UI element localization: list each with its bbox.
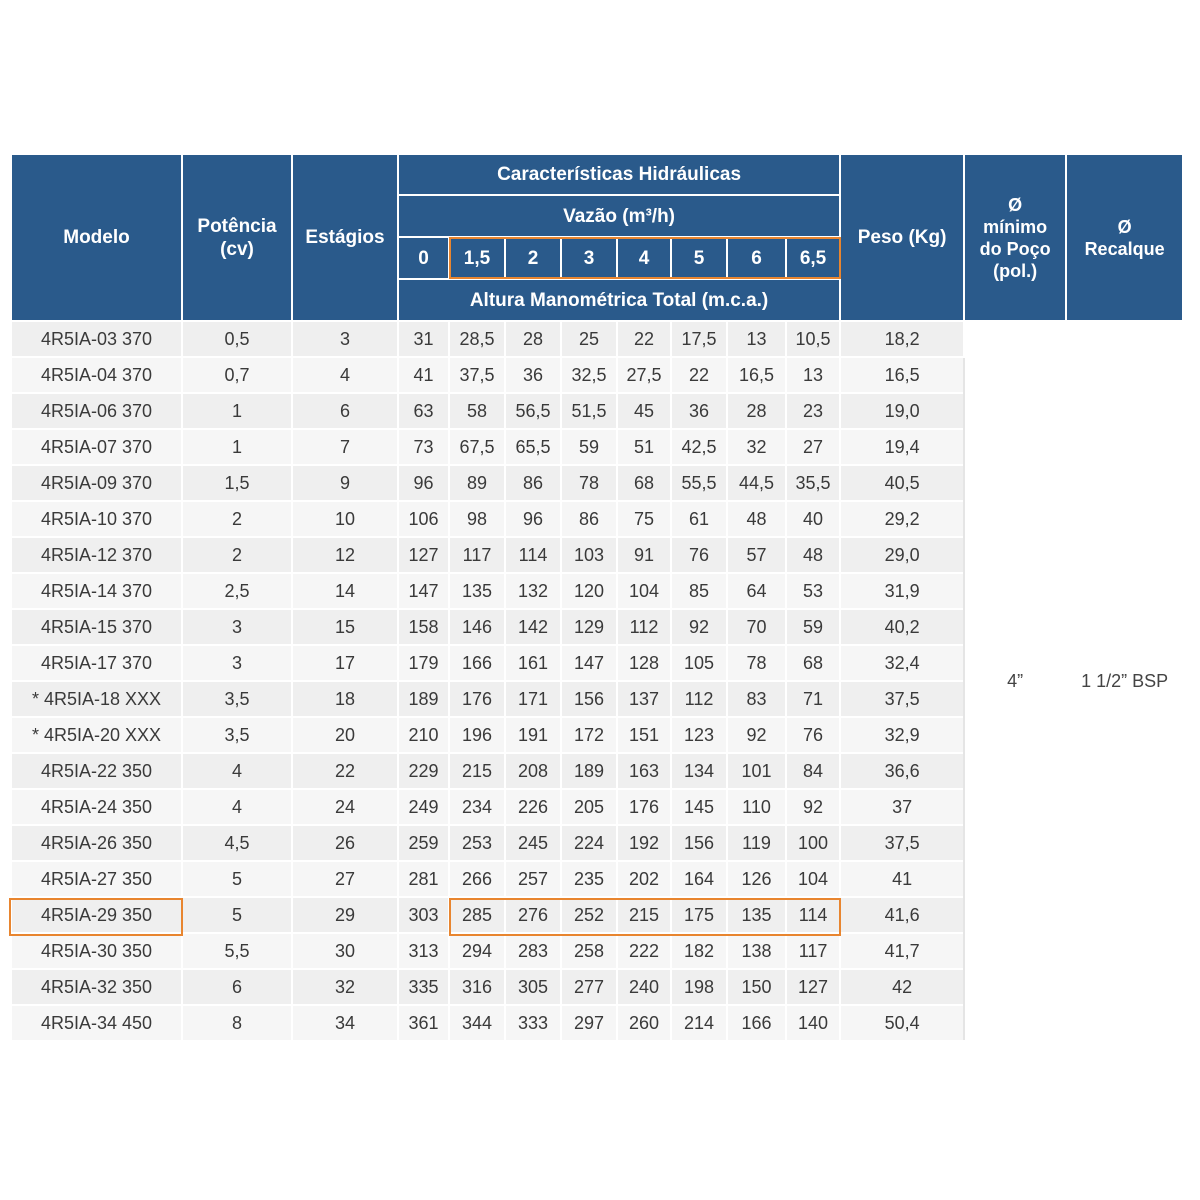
peso-cell: 37,5 (840, 681, 964, 717)
altura-cell: 156 (671, 825, 727, 861)
altura-cell: 37,5 (449, 357, 505, 393)
altura-cell: 85 (671, 573, 727, 609)
model-cell: 4R5IA-03 370 (11, 321, 182, 357)
table-row (11, 321, 1183, 357)
peso-cell: 29,0 (840, 537, 964, 573)
altura-cell: 235 (561, 861, 617, 897)
estagios-cell: 22 (292, 753, 398, 789)
potencia-cell: 4 (182, 753, 292, 789)
altura-cell: 76 (671, 537, 727, 573)
altura-cell: 76 (786, 717, 840, 753)
altura-cell: 128 (617, 645, 671, 681)
altura-cell: 277 (561, 969, 617, 1005)
peso-cell: 41,6 (840, 897, 964, 933)
altura-cell: 147 (398, 573, 449, 609)
altura-cell: 27 (786, 429, 840, 465)
model-cell: 4R5IA-12 370 (11, 537, 182, 573)
peso-cell: 31,9 (840, 573, 964, 609)
peso-cell: 18,2 (840, 321, 964, 357)
altura-cell: 276 (505, 897, 561, 933)
altura-cell: 142 (505, 609, 561, 645)
diameter-symbol: Ø (1008, 194, 1023, 215)
altura-cell: 27,5 (617, 357, 671, 393)
altura-cell: 335 (398, 969, 449, 1005)
model-cell: 4R5IA-32 350 (11, 969, 182, 1005)
altura-cell: 10,5 (786, 321, 840, 357)
altura-cell: 163 (617, 753, 671, 789)
poco-value: 4” (964, 321, 1066, 1041)
altura-cell: 285 (449, 897, 505, 933)
altura-cell: 92 (786, 789, 840, 825)
altura-cell: 294 (449, 933, 505, 969)
model-cell: 4R5IA-10 370 (11, 501, 182, 537)
altura-cell: 175 (671, 897, 727, 933)
altura-cell: 158 (398, 609, 449, 645)
altura-cell: 166 (727, 1005, 786, 1041)
potencia-cell: 2,5 (182, 573, 292, 609)
altura-cell: 91 (617, 537, 671, 573)
altura-cell: 156 (561, 681, 617, 717)
altura-cell: 214 (671, 1005, 727, 1041)
model-cell: 4R5IA-24 350 (11, 789, 182, 825)
peso-cell: 41 (840, 861, 964, 897)
altura-cell: 41 (398, 357, 449, 393)
altura-cell: 104 (617, 573, 671, 609)
altura-cell: 150 (727, 969, 786, 1005)
peso-cell: 16,5 (840, 357, 964, 393)
altura-cell: 22 (617, 321, 671, 357)
altura-cell: 16,5 (727, 357, 786, 393)
estagios-cell: 34 (292, 1005, 398, 1041)
altura-cell: 48 (786, 537, 840, 573)
altura-cell: 103 (561, 537, 617, 573)
potencia-cell: 2 (182, 501, 292, 537)
altura-cell: 333 (505, 1005, 561, 1041)
altura-cell: 361 (398, 1005, 449, 1041)
altura-cell: 258 (561, 933, 617, 969)
estagios-cell: 32 (292, 969, 398, 1005)
model-cell: 4R5IA-26 350 (11, 825, 182, 861)
altura-cell: 42,5 (671, 429, 727, 465)
estagios-cell: 3 (292, 321, 398, 357)
altura-cell: 68 (617, 465, 671, 501)
altura-cell: 112 (617, 609, 671, 645)
altura-cell: 135 (727, 897, 786, 933)
potencia-cell: 4,5 (182, 825, 292, 861)
model-cell: 4R5IA-07 370 (11, 429, 182, 465)
flow-header: 0 (398, 237, 449, 279)
altura-cell: 132 (505, 573, 561, 609)
potencia-cell: 1 (182, 429, 292, 465)
altura-cell: 23 (786, 393, 840, 429)
altura-cell: 126 (727, 861, 786, 897)
altura-cell: 215 (449, 753, 505, 789)
altura-cell: 68 (786, 645, 840, 681)
altura-cell: 226 (505, 789, 561, 825)
altura-cell: 189 (561, 753, 617, 789)
altura-cell: 114 (505, 537, 561, 573)
altura-cell: 48 (727, 501, 786, 537)
altura-cell: 57 (727, 537, 786, 573)
altura-cell: 44,5 (727, 465, 786, 501)
potencia-cell: 4 (182, 789, 292, 825)
altura-cell: 59 (786, 609, 840, 645)
altura-cell: 100 (786, 825, 840, 861)
estagios-cell: 17 (292, 645, 398, 681)
altura-cell: 86 (561, 501, 617, 537)
altura-cell: 83 (727, 681, 786, 717)
model-cell: 4R5IA-04 370 (11, 357, 182, 393)
potencia-cell: 5 (182, 897, 292, 933)
altura-cell: 78 (561, 465, 617, 501)
peso-cell: 29,2 (840, 501, 964, 537)
altura-cell: 65,5 (505, 429, 561, 465)
model-cell: 4R5IA-29 350 (11, 897, 182, 933)
altura-cell: 64 (727, 573, 786, 609)
altura-cell: 134 (671, 753, 727, 789)
altura-cell: 73 (398, 429, 449, 465)
altura-cell: 61 (671, 501, 727, 537)
estagios-cell: 15 (292, 609, 398, 645)
altura-cell: 281 (398, 861, 449, 897)
recalque-value: 1 1/2” BSP (1066, 321, 1183, 1041)
altura-cell: 196 (449, 717, 505, 753)
potencia-cell: 1,5 (182, 465, 292, 501)
altura-cell: 202 (617, 861, 671, 897)
altura-cell: 205 (561, 789, 617, 825)
altura-cell: 112 (671, 681, 727, 717)
header-poco (964, 154, 1066, 321)
altura-cell: 36 (671, 393, 727, 429)
altura-cell: 98 (449, 501, 505, 537)
altura-cell: 344 (449, 1005, 505, 1041)
altura-cell: 249 (398, 789, 449, 825)
flow-header: 1,5 (449, 237, 505, 279)
altura-cell: 28,5 (449, 321, 505, 357)
altura-cell: 135 (449, 573, 505, 609)
altura-cell: 35,5 (786, 465, 840, 501)
model-cell: 4R5IA-34 450 (11, 1005, 182, 1041)
altura-cell: 171 (505, 681, 561, 717)
estagios-cell: 26 (292, 825, 398, 861)
altura-cell: 67,5 (449, 429, 505, 465)
altura-cell: 215 (617, 897, 671, 933)
altura-cell: 297 (561, 1005, 617, 1041)
altura-cell: 305 (505, 969, 561, 1005)
altura-cell: 96 (505, 501, 561, 537)
flow-header: 3 (561, 237, 617, 279)
estagios-cell: 6 (292, 393, 398, 429)
altura-cell: 58 (449, 393, 505, 429)
potencia-cell: 1 (182, 393, 292, 429)
altura-cell: 92 (671, 609, 727, 645)
altura-cell: 89 (449, 465, 505, 501)
altura-cell: 110 (727, 789, 786, 825)
header-peso: Peso (Kg) (840, 154, 964, 321)
potencia-cell: 8 (182, 1005, 292, 1041)
altura-cell: 146 (449, 609, 505, 645)
altura-cell: 127 (398, 537, 449, 573)
potencia-cell: 0,7 (182, 357, 292, 393)
altura-cell: 51,5 (561, 393, 617, 429)
altura-cell: 129 (561, 609, 617, 645)
estagios-cell: 20 (292, 717, 398, 753)
potencia-cell: 3 (182, 609, 292, 645)
altura-cell: 105 (671, 645, 727, 681)
potencia-cell: 3,5 (182, 681, 292, 717)
peso-cell: 41,7 (840, 933, 964, 969)
model-cell: * 4R5IA-20 XXX (11, 717, 182, 753)
flow-header: 5 (671, 237, 727, 279)
potencia-label: Potência (cv) (197, 215, 277, 260)
altura-cell: 31 (398, 321, 449, 357)
model-cell: 4R5IA-17 370 (11, 645, 182, 681)
altura-cell: 283 (505, 933, 561, 969)
altura-cell: 210 (398, 717, 449, 753)
altura-cell: 198 (671, 969, 727, 1005)
potencia-cell: 3,5 (182, 717, 292, 753)
altura-cell: 75 (617, 501, 671, 537)
altura-cell: 119 (727, 825, 786, 861)
altura-cell: 51 (617, 429, 671, 465)
altura-cell: 164 (671, 861, 727, 897)
header-modelo: Modelo (11, 154, 182, 321)
model-cell: 4R5IA-15 370 (11, 609, 182, 645)
altura-cell: 120 (561, 573, 617, 609)
altura-cell: 63 (398, 393, 449, 429)
altura-cell: 189 (398, 681, 449, 717)
altura-cell: 28 (505, 321, 561, 357)
flow-header: 6,5 (786, 237, 840, 279)
altura-cell: 313 (398, 933, 449, 969)
altura-cell: 240 (617, 969, 671, 1005)
model-cell: * 4R5IA-18 XXX (11, 681, 182, 717)
peso-cell: 32,9 (840, 717, 964, 753)
estagios-cell: 27 (292, 861, 398, 897)
flow-header: 4 (617, 237, 671, 279)
altura-cell: 145 (671, 789, 727, 825)
altura-cell: 92 (727, 717, 786, 753)
recalque-label: Recalque (1084, 238, 1165, 259)
altura-cell: 245 (505, 825, 561, 861)
altura-cell: 303 (398, 897, 449, 933)
altura-cell: 32,5 (561, 357, 617, 393)
poco-label: mínimo do Poço (pol.) (979, 216, 1051, 281)
altura-cell: 17,5 (671, 321, 727, 357)
peso-cell: 40,2 (840, 609, 964, 645)
model-cell: 4R5IA-14 370 (11, 573, 182, 609)
model-cell: 4R5IA-27 350 (11, 861, 182, 897)
altura-cell: 234 (449, 789, 505, 825)
diameter-symbol: Ø (1117, 216, 1132, 237)
altura-cell: 176 (449, 681, 505, 717)
peso-cell: 37 (840, 789, 964, 825)
header-altura: Altura Manométrica Total (m.c.a.) (398, 279, 840, 321)
altura-cell: 127 (786, 969, 840, 1005)
peso-cell: 19,0 (840, 393, 964, 429)
peso-cell: 36,6 (840, 753, 964, 789)
altura-cell: 22 (671, 357, 727, 393)
altura-cell: 40 (786, 501, 840, 537)
altura-cell: 208 (505, 753, 561, 789)
altura-cell: 13 (786, 357, 840, 393)
altura-cell: 192 (617, 825, 671, 861)
altura-cell: 104 (786, 861, 840, 897)
pump-spec-table (10, 153, 1184, 1042)
peso-cell: 50,4 (840, 1005, 964, 1041)
altura-cell: 138 (727, 933, 786, 969)
altura-cell: 71 (786, 681, 840, 717)
header-potencia (182, 154, 292, 321)
altura-cell: 32 (727, 429, 786, 465)
altura-cell: 13 (727, 321, 786, 357)
altura-cell: 147 (561, 645, 617, 681)
altura-cell: 260 (617, 1005, 671, 1041)
altura-cell: 84 (786, 753, 840, 789)
altura-cell: 117 (786, 933, 840, 969)
altura-cell: 266 (449, 861, 505, 897)
model-cell: 4R5IA-06 370 (11, 393, 182, 429)
model-cell: 4R5IA-30 350 (11, 933, 182, 969)
altura-cell: 56,5 (505, 393, 561, 429)
altura-cell: 176 (617, 789, 671, 825)
altura-cell: 224 (561, 825, 617, 861)
altura-cell: 161 (505, 645, 561, 681)
peso-cell: 42 (840, 969, 964, 1005)
altura-cell: 59 (561, 429, 617, 465)
altura-cell: 28 (727, 393, 786, 429)
altura-cell: 137 (617, 681, 671, 717)
altura-cell: 222 (617, 933, 671, 969)
altura-cell: 70 (727, 609, 786, 645)
peso-cell: 37,5 (840, 825, 964, 861)
potencia-cell: 5,5 (182, 933, 292, 969)
estagios-cell: 14 (292, 573, 398, 609)
peso-cell: 40,5 (840, 465, 964, 501)
estagios-cell: 10 (292, 501, 398, 537)
header-estagios: Estágios (292, 154, 398, 321)
altura-cell: 86 (505, 465, 561, 501)
altura-cell: 253 (449, 825, 505, 861)
potencia-cell: 2 (182, 537, 292, 573)
estagios-cell: 29 (292, 897, 398, 933)
altura-cell: 78 (727, 645, 786, 681)
altura-cell: 101 (727, 753, 786, 789)
altura-cell: 179 (398, 645, 449, 681)
flow-header: 2 (505, 237, 561, 279)
altura-cell: 229 (398, 753, 449, 789)
altura-cell: 106 (398, 501, 449, 537)
estagios-cell: 12 (292, 537, 398, 573)
estagios-cell: 30 (292, 933, 398, 969)
altura-cell: 53 (786, 573, 840, 609)
table-body (11, 321, 1183, 1041)
estagios-cell: 9 (292, 465, 398, 501)
header-caracteristicas: Características Hidráulicas (398, 154, 840, 195)
model-cell: 4R5IA-22 350 (11, 753, 182, 789)
estagios-cell: 24 (292, 789, 398, 825)
altura-cell: 252 (561, 897, 617, 933)
header-vazao: Vazão (m³/h) (398, 195, 840, 237)
altura-cell: 151 (617, 717, 671, 753)
flow-header: 6 (727, 237, 786, 279)
header-recalque (1066, 154, 1183, 321)
altura-cell: 257 (505, 861, 561, 897)
altura-cell: 117 (449, 537, 505, 573)
altura-cell: 114 (786, 897, 840, 933)
altura-cell: 259 (398, 825, 449, 861)
altura-cell: 166 (449, 645, 505, 681)
estagios-cell: 4 (292, 357, 398, 393)
estagios-cell: 18 (292, 681, 398, 717)
altura-cell: 140 (786, 1005, 840, 1041)
altura-cell: 25 (561, 321, 617, 357)
estagios-cell: 7 (292, 429, 398, 465)
altura-cell: 316 (449, 969, 505, 1005)
potencia-cell: 0,5 (182, 321, 292, 357)
peso-cell: 32,4 (840, 645, 964, 681)
altura-cell: 55,5 (671, 465, 727, 501)
altura-cell: 172 (561, 717, 617, 753)
altura-cell: 45 (617, 393, 671, 429)
model-cell: 4R5IA-09 370 (11, 465, 182, 501)
peso-cell: 19,4 (840, 429, 964, 465)
potencia-cell: 6 (182, 969, 292, 1005)
altura-cell: 182 (671, 933, 727, 969)
potencia-cell: 3 (182, 645, 292, 681)
potencia-cell: 5 (182, 861, 292, 897)
altura-cell: 123 (671, 717, 727, 753)
altura-cell: 96 (398, 465, 449, 501)
altura-cell: 191 (505, 717, 561, 753)
altura-cell: 36 (505, 357, 561, 393)
